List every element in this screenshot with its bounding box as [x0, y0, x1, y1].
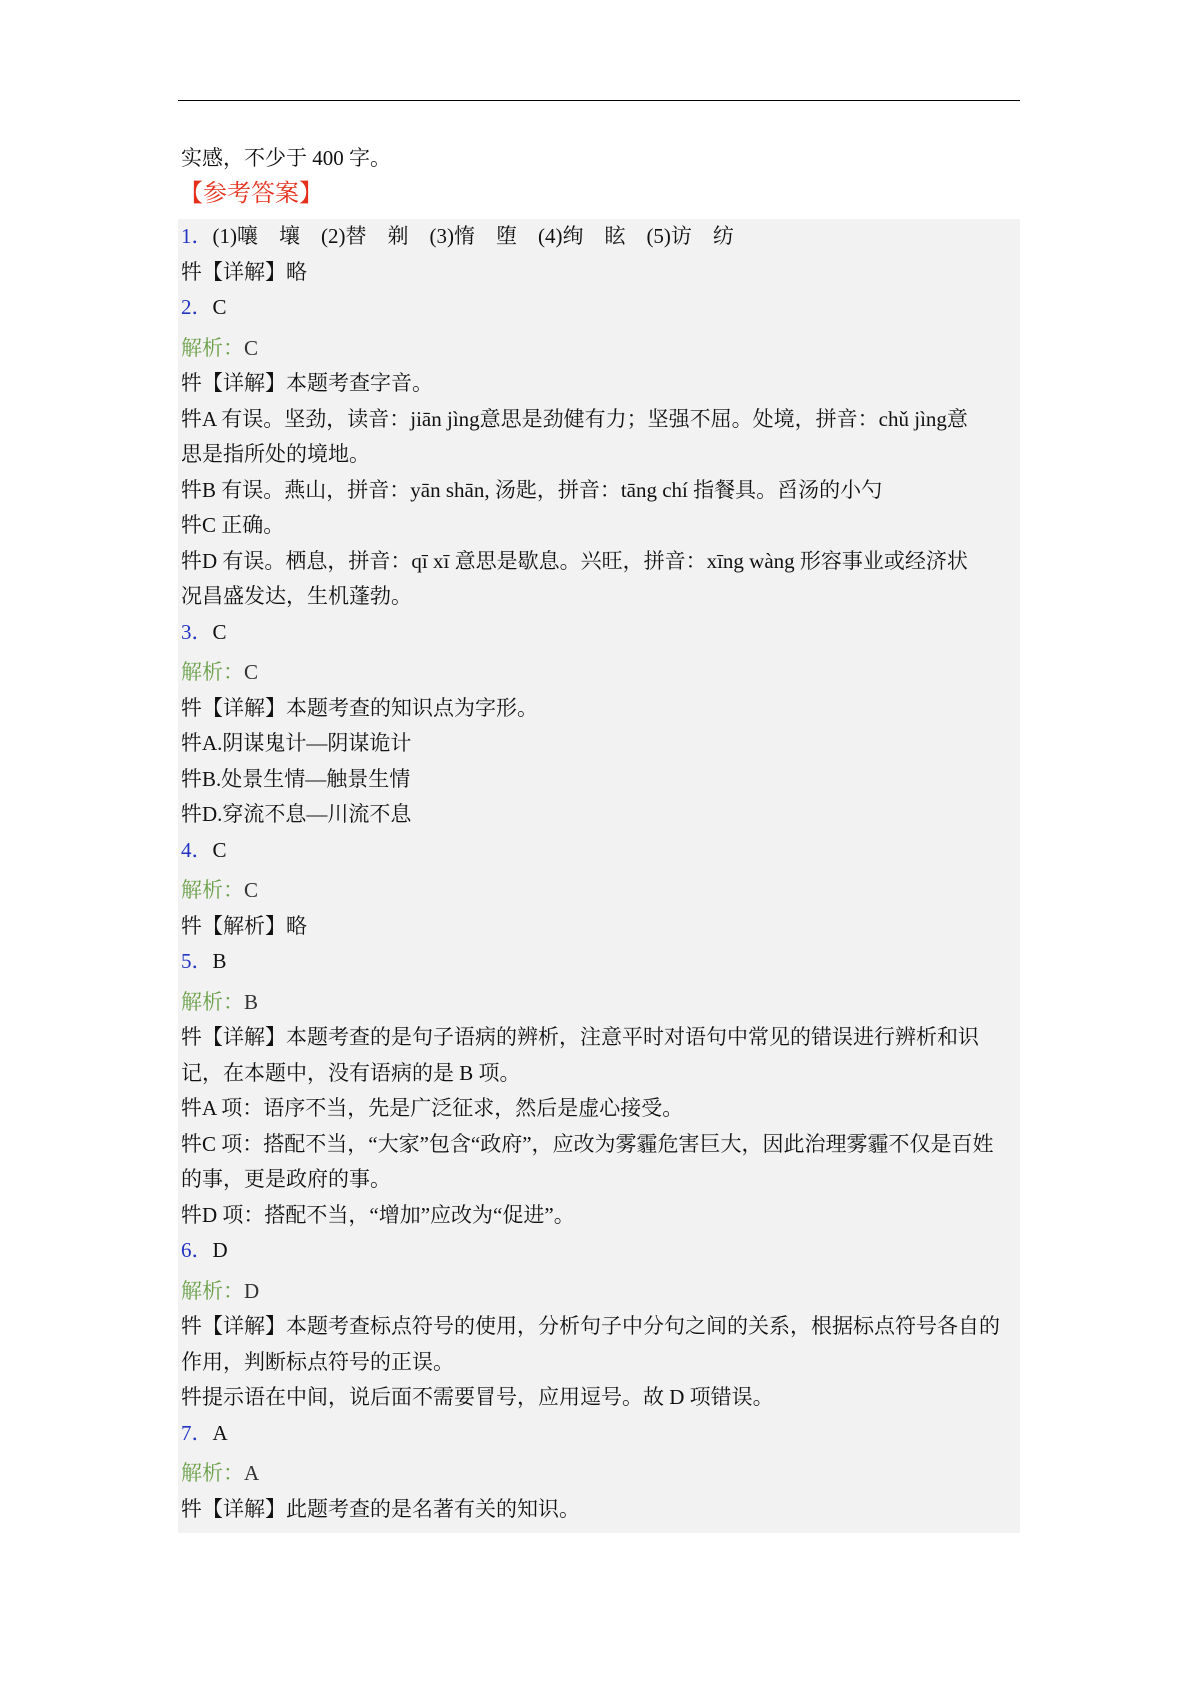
- detail-line: 牪【详解】略: [181, 259, 307, 284]
- detail-line: 牪【详解】此题考查的是名著有关的知识。: [181, 1496, 580, 1521]
- detail-line: 牪提示语在中间，说后面不需要冒号，应用逗号。故 D 项错误。: [181, 1385, 774, 1409]
- answer-number: 3．: [181, 619, 213, 644]
- answer-block: [178, 615, 1020, 833]
- answer-number: 6．: [181, 1238, 213, 1262]
- analysis-line: [178, 985, 1020, 1021]
- intro-text: 实感，不少于 400 字。: [181, 146, 391, 170]
- answer-key-heading: 【参考答案】: [179, 181, 323, 207]
- analysis-value: B: [244, 989, 259, 1014]
- analysis-value: A: [244, 1461, 260, 1485]
- detail-line: 牪D 有误。栖息，拼音：qī xī 意思是歇息。兴旺，拼音：xīng wàng 形容事业或经济状: [181, 548, 968, 573]
- detail-line: 牪A 项：语序不当，先是广泛征求，然后是虚心接受。: [181, 1096, 684, 1120]
- analysis-label: 解析：: [181, 878, 244, 902]
- answer-list: [178, 219, 1020, 1533]
- answer-line: [178, 290, 1020, 326]
- detail-line: 牪A 有误。坚劲，读音：jiān jìng意思是劲健有力；坚强不屈。处境，拼音：chǔ jìng意: [181, 406, 968, 431]
- detail-line: 作用，判断标点符号的正误。: [181, 1349, 454, 1374]
- detail-line: 牪【详解】本题考查的知识点为字形。: [181, 695, 538, 720]
- detail-line: 况昌盛发达，生机蓬勃。: [181, 584, 412, 608]
- analysis-line: [178, 1274, 1020, 1310]
- detail-line: 思是指所处的境地。: [181, 442, 370, 466]
- answer-number: 1．: [181, 224, 213, 248]
- analysis-value: C: [244, 335, 259, 360]
- answer-number: 7．: [181, 1420, 213, 1445]
- answer-line: [178, 944, 1020, 980]
- analysis-value: C: [244, 878, 259, 902]
- detail-line: 牪A.阴谋鬼计—阴谋诡计: [181, 731, 412, 755]
- detail-line: 牪D.穿流不息—川流不息: [181, 802, 412, 826]
- analysis-label: 解析：: [181, 989, 244, 1014]
- answer-value: A: [212, 1420, 228, 1445]
- analysis-value: C: [244, 660, 259, 684]
- detail-line: 记，在本题中，没有语病的是 B 项。: [181, 1060, 521, 1085]
- answer-number: 2．: [181, 295, 213, 319]
- answer-line: [178, 1416, 1020, 1452]
- answer-number: 4．: [181, 837, 213, 862]
- analysis-line: [178, 331, 1020, 367]
- answer-block: [178, 219, 1020, 290]
- detail-line: 牪C 正确。: [181, 513, 285, 537]
- answer-block: [178, 833, 1020, 945]
- detail-line: 牪B 有误。燕山，拼音：yān shān, 汤匙，拼音：tāng chí 指餐具。舀汤的小勺: [181, 477, 883, 502]
- analysis-value: D: [244, 1278, 260, 1303]
- detail-line: 牪【详解】本题考查标点符号的使用，分析句子中分句之间的关系，根据标点符号各自的: [181, 1314, 1000, 1338]
- page-header-rule: [178, 100, 1020, 101]
- detail-line: 的事，更是政府的事。: [181, 1167, 391, 1191]
- answer-value: C: [212, 837, 227, 862]
- analysis-line: [178, 1456, 1020, 1492]
- answer-value: C: [212, 295, 227, 319]
- detail-line: 牪B.处景生情—触景生情: [181, 766, 411, 791]
- analysis-label: 解析：: [181, 335, 244, 360]
- detail-line: 牪【解析】略: [181, 913, 307, 938]
- answer-value: D: [212, 1238, 228, 1262]
- answer-value: C: [212, 619, 227, 644]
- analysis-label: 解析：: [181, 660, 244, 684]
- answer-number: 5．: [181, 949, 213, 973]
- answer-block: [178, 1416, 1020, 1528]
- analysis-label: 解析：: [181, 1461, 244, 1485]
- answer-line: [178, 219, 1020, 255]
- detail-line: 牪【详解】本题考查的是句子语病的辨析，注意平时对语句中常见的错误进行辨析和识: [181, 1025, 979, 1049]
- analysis-line: [178, 873, 1020, 909]
- detail-line: 牪【详解】本题考查字音。: [181, 371, 433, 395]
- analysis-label: 解析：: [181, 1278, 244, 1303]
- answer-block: [178, 944, 1020, 1233]
- detail-line: 牪D 项：搭配不当，“增加”应改为“促进”。: [181, 1202, 575, 1227]
- answer-value: (1)嚷 壤 (2)替 剃 (3)惰 堕 (4)绚 眩 (5)访 纺: [212, 224, 734, 248]
- answer-line: [178, 1233, 1020, 1269]
- answer-line: [178, 615, 1020, 651]
- detail-line: 牪C 项：搭配不当，“大家”包含“政府”，应改为雾霾危害巨大，因此治理雾霾不仅是百姓: [181, 1131, 994, 1156]
- answer-value: B: [212, 949, 227, 973]
- analysis-line: [178, 655, 1020, 691]
- answer-block: [178, 1233, 1020, 1416]
- answer-block: [178, 290, 1020, 615]
- answer-line: [178, 833, 1020, 869]
